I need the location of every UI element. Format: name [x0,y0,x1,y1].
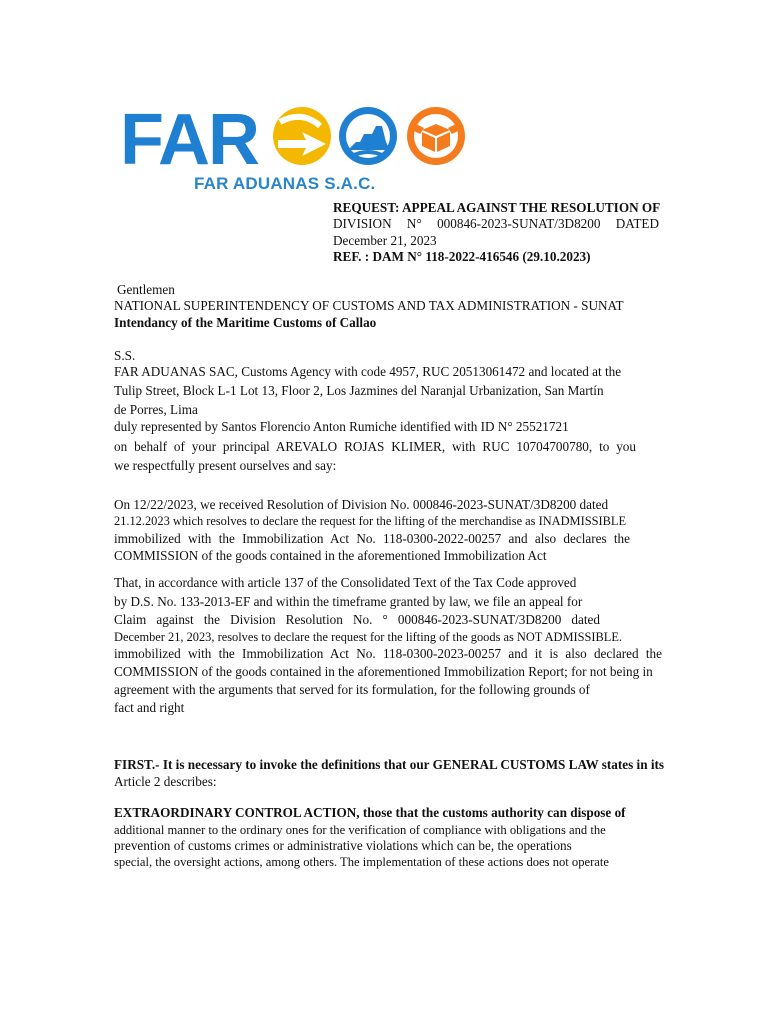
paragraph1-line: COMMISSION of the goods contained in the aforementioned Immobilization Act [114,548,547,563]
salutation-ss: S.S. [114,348,136,363]
intro-line: we respectfully present ourselves and say: [114,458,337,473]
intro-line: duly represented by Santos Florencio Anton Rumiche identified with ID N° 25521721 [114,419,569,434]
logo-caption: FAR ADUANAS S.A.C. [194,174,376,193]
paragraph2-line: COMMISSION of the goods contained in the aforementioned Immobilization Report; for not being in [114,664,653,679]
request-division: DIVISION N° 000846-2023-SUNAT/3D8200 DATED [333,216,659,231]
paragraph1-line: immobilized with the Immobilization Act No. 118-0300-2022-00257 and also declares the [114,531,630,546]
paragraph2-line: That, in accordance with article 137 of the Consolidated Text of the Tax Code approved [114,575,577,590]
extraordinary-line: prevention of customs crimes or administrative violations which can be, the operations [114,838,572,853]
institution-name: NATIONAL SUPERINTENDENCY OF CUSTOMS AND TAX ADMINISTRATION - SUNAT [114,298,624,313]
request-date: December 21, 2023 [333,233,437,248]
paragraph2-line: December 21, 2023, resolves to declare the request for the lifting of the goods as NOT ADMISSIBLE. [114,630,623,644]
intro-line: FAR ADUANAS SAC, Customs Agency with code 4957, RUC 20513061472 and located at the [114,364,622,379]
intro-line: on behalf of your principal AREVALO ROJAS KLIMER, with RUC 10704700780, to you [114,439,636,454]
paragraph2-line: fact and right [114,700,185,715]
extraordinary-line: special, the oversight actions, among others. The implementation of these actions does not operate [114,855,609,869]
paragraph2-line: by D.S. No. 133-2013-EF and within the timeframe granted by law, we file an appeal for [114,594,583,609]
first-heading: FIRST.- It is necessary to invoke the definitions that our GENERAL CUSTOMS LAW states in its [114,757,665,772]
request-title: REQUEST: APPEAL AGAINST THE RESOLUTION OF [333,200,661,215]
paragraph2-line: agreement with the arguments that served for its formulation, for the following grounds of [114,682,590,697]
paragraph2-line: Claim against the Division Resolution No. ° 000846-2023-SUNAT/3D8200 dated [114,612,600,627]
sun-arrow-icon [273,107,331,165]
request-reference: REF. : DAM N° 118-2022-416546 (29.10.2023) [333,249,591,264]
paragraph1-line: On 12/22/2023, we received Resolution of Division No. 000846-2023-SUNAT/3D8200 dated [114,497,609,512]
first-subheading: Article 2 describes: [114,774,217,789]
extraordinary-line: additional manner to the ordinary ones for the verification of compliance with obligations and the [114,823,606,837]
paragraph2-line: immobilized with the Immobilization Act No. 118-0300-2023-00257 and it is also declared the [114,646,662,661]
globe-pyramid-icon [339,107,397,165]
intro-line: de Porres, Lima [114,402,198,417]
paragraph1-line: 21.12.2023 which resolves to declare the request for the lifting of the merchandise as INADMISSIBLE [114,514,627,528]
greeting: Gentlemen [117,282,175,297]
logo-wordmark: FAR [120,100,258,180]
extraordinary-heading: EXTRAORDINARY CONTROL ACTION, those that the customs authority can dispose of [114,805,626,820]
open-box-icon [407,107,465,165]
intendancy-name: Intendancy of the Maritime Customs of Callao [114,315,377,330]
intro-line: Tulip Street, Block L-1 Lot 13, Floor 2, Los Jazmines del Naranjal Urbanization, San Martín [114,383,604,398]
